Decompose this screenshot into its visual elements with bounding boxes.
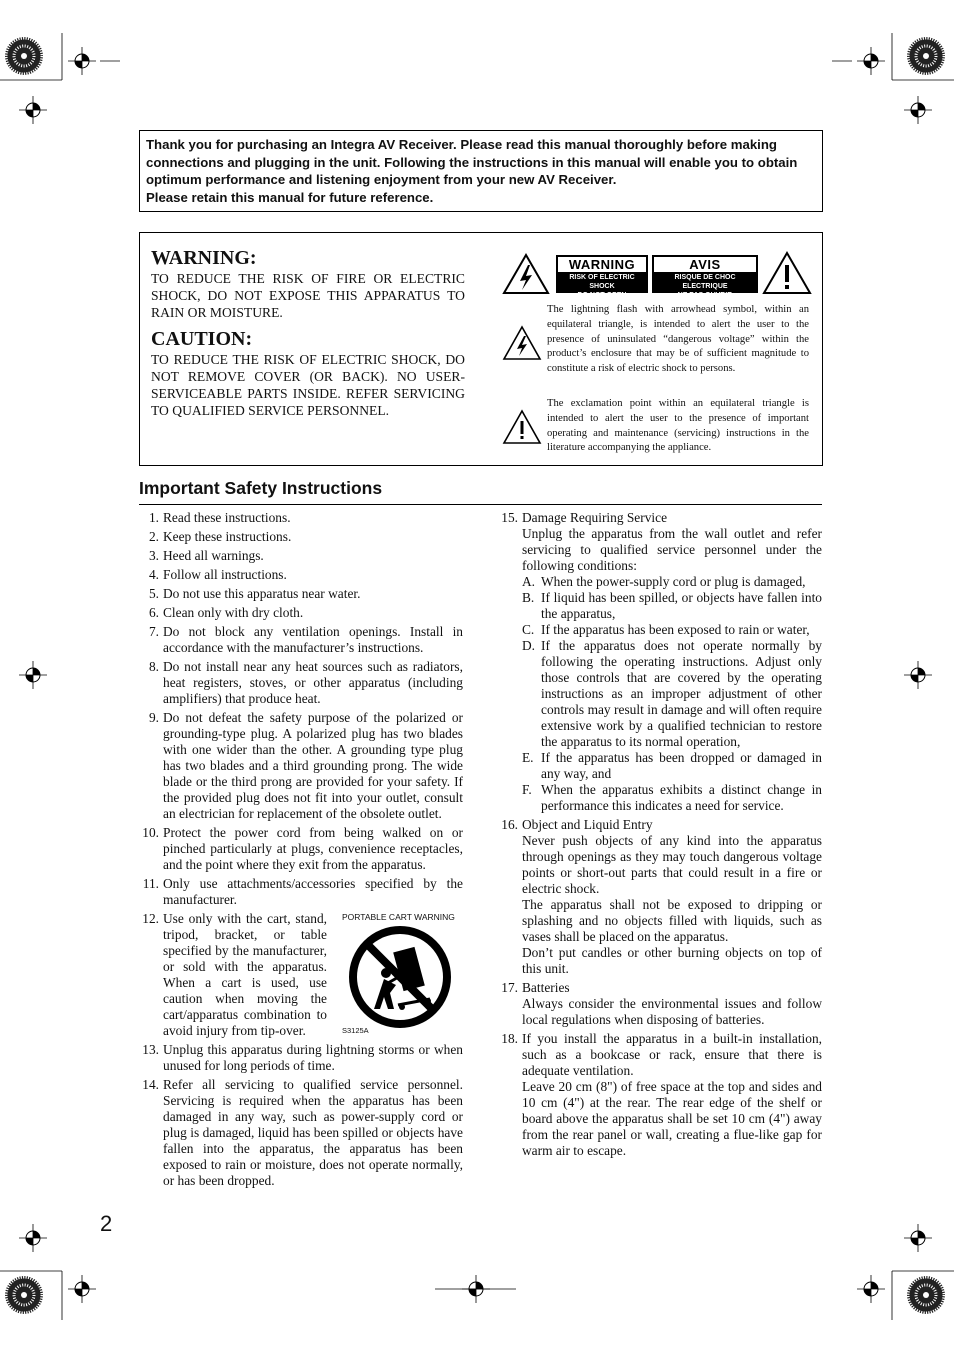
section-rule [139,504,822,505]
sub-item: D. If the apparatus does not operate normally by following the operating instructions. Adjust only those controls that are covered by the operating instructions as an improper adjustment of other controls may result in damage and will often require extensive work by a qualified technician to restore the apparatus to its normal operation, [522,638,822,749]
label-avis-title: AVIS [654,257,756,272]
list-item: 5. Do not use this apparatus near water. [148,586,361,601]
cart-caption: PORTABLE CART WARNING [342,912,455,922]
intro-box [139,130,823,212]
intro-retain: Please retain this manual for future reference. [146,189,434,205]
list-item: 18. If you install the apparatus in a built-in installation, such as a bookcase or rack, ensure that there is adequate ventilation. Leave 20 cm (8") of free space at the top and sides and 10 cm (4") at the rear. The rear edge of the shelf or board above the apparatus shall be set 10 cm (4") away from the rear panel or wall, creating a flue-like gap for warm air to escape. [501,1031,822,1158]
list-item: 8. Do not install near any heat sources such as radiators, heat registers, stoves, or other apparatus (including amplifiers) that produce heat. [148,659,463,706]
list-item: 11. Only use attachments/accessories specified by the manufacturer. [142,876,463,907]
list-item: 4. Follow all instructions. [148,567,287,582]
list-item: 16. Object and Liquid Entry Never push objects of any kind into the apparatus through openings as they may touch dangerous voltage points or short-out parts that could result in a fire or electric shock. The apparatus shall not be exposed to dripping or splashing and no objects filled with liquids, such as vases shall be placed on the apparatus. Don’t put candles or other burning objects on top of this unit. [501,817,822,976]
list-item: 3. Heed all warnings. [148,548,264,563]
list-item: 14. Refer all servicing to qualified service personnel. Servicing is required when the apparatus has been damaged in any way, such as power-supply cord or plug is damaged, liquid has been spilled or objects have fallen into the apparatus, the apparatus has been exposed to rain or moisture, does not operate normally, or has been dropped. [142,1077,463,1188]
sub-item: A. When the power-supply cord or plug is damaged, [522,574,806,589]
sub-item: C. If the apparatus has been exposed to rain or water, [522,622,810,637]
page-number: 2 [100,1211,113,1236]
exclamation-description: The exclamation point within an equilateral triangle is intended to alert the user to the presence of important operating and maintenance (servicing) instructions in the literature accompanying the appliance. [547,398,809,454]
list-item: 7. Do not block any ventilation openings. Install in accordance with the manufacturer’s instructions. [148,624,463,655]
list-item: 9. Do not defeat the safety purpose of the polarized or grounding-type plug. A polarized plug has two blades with one wider than the other. A grounding type plug has two blades and a third grounding prong. The wide blade or the third prong are provided for your safety. If the provided plug does not fit into your outlet, consult an electrician for replacement of the obsolete outlet. [148,710,463,821]
list-item: 12. Use only with the cart, stand, tripod, bracket, or table specified by the manufacturer, or sold with the apparatus. When a cart is used, use caution when moving the cart/apparatus combination to avoid injury from tip-over. PORTABLE CART WARNING S3125A [142,911,455,1038]
warning-text: TO REDUCE THE RISK OF FIRE OR ELECTRIC SHOCK, DO NOT EXPOSE THIS APPARATUS TO RAIN OR MOISTURE. [151,271,465,320]
cart-warning-icon [348,925,452,1029]
exclamation-small-icon [502,409,542,445]
sub-item: B. If liquid has been spilled, or objects have fallen into the apparatus, [522,590,822,621]
sub-item: E. If the apparatus has been dropped or damaged in any way, and [522,750,822,781]
cart-code: S3125A [342,1026,369,1035]
sub-item: F. When the apparatus exhibits a distinct change in performance this indicates a need for service. [522,782,822,813]
label-warning-title: WARNING [558,257,646,272]
list-item: 10. Protect the power cord from being walked on or pinched particularly at plugs, convenience receptacles, and the point where they exit from the apparatus. [142,825,463,872]
caution-text: TO REDUCE THE RISK OF ELECTRIC SHOCK, DO NOT REMOVE COVER (OR BACK). NO USER-SERVICEABLE PARTS INSIDE. REFER SERVICING TO QUALIFIED SERVICE PERSONNEL. [151,352,465,418]
warning-heading: WARNING: [151,247,257,269]
list-item: 1. Read these instructions. [148,510,291,525]
label-warning [556,255,648,299]
lightning-description: The lightning flash with arrowhead symbol, within an equilateral triangle, is intended to alert the user to the presence of uninsulated “dangerous voltage” within the product’s enclosure that may be of sufficient magnitude to constitute a risk of electric shock to persons. [547,304,809,375]
lightning-triangle-icon [502,253,550,295]
intro-paragraph: Thank you for purchasing an Integra AV Receiver. Please read this manual thoroughly before making connections and plugging in the unit. Following the instructions in this manual will enable you to obtain optimum performance and listening enjoyment from your new AV Receiver. [146,137,798,188]
label-avis-line2: NE PAS OUVRIR [677,292,733,299]
caution-heading: CAUTION: [151,328,253,350]
list-item: 15. Damage Requiring Service Unplug the apparatus from the wall outlet and refer servicing to qualified service personnel under the following conditions: A. When the power-supply cord or plug is damaged, B. If liquid has been spilled, or objects have fallen into the apparatus, C. If the apparatus has been exposed to rain or water, D. If the apparatus does not operate normally by following the operating instructions. Adjust only those controls that are covered by the operating instructions as an improper adjustment of other controls may result in damage and will often require extensive work by a qualified technician to restore the apparatus to its normal operation, E. If the apparatus has been dropped or damaged in any way, and F. When the apparatus exhibits a distinct change in performance this indicates a need for service. [501,510,822,813]
instructions-column-left [139,510,463,1192]
lightning-small-icon [502,325,542,361]
label-warning-line2: DO NOT OPEN [577,292,627,299]
list-item: 17. Batteries Always consider the environmental issues and follow local regulations when disposing of batteries. [501,980,822,1027]
label-avis-line1: RISQUE DE CHOC ELECTRIQUE [674,274,736,290]
list-item: 13. Unplug this apparatus during lightning storms or when unused for long periods of time. [142,1042,463,1073]
label-warning-line1: RISK OF ELECTRIC SHOCK [569,274,635,290]
list-item: 6. Clean only with dry cloth. [148,605,304,620]
exclamation-triangle-icon [762,251,812,295]
section-title: Important Safety Instructions [139,478,383,498]
instructions-column-right [498,510,822,1162]
list-item: 2. Keep these instructions. [148,529,292,544]
label-avis [652,255,758,299]
warning-box [139,232,823,466]
